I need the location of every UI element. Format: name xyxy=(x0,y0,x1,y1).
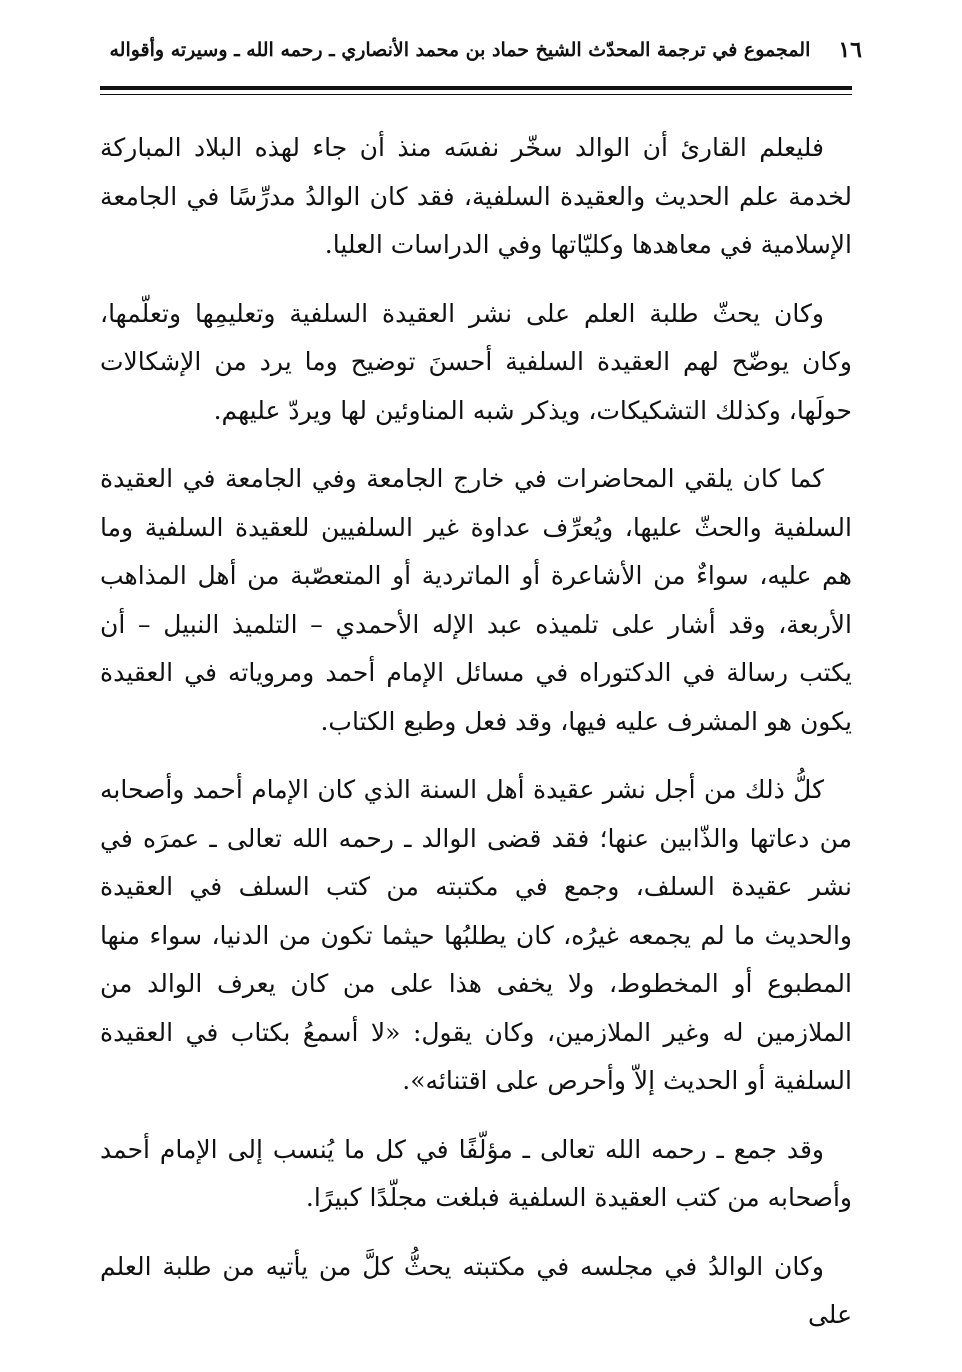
running-header xyxy=(109,30,862,70)
paragraph: وقد جمع ـ رحمه الله تعالى ـ مؤلّفًا في كل ما يُنسب إلى الإمام أحمد وأصحابه من كتب العقيدة السلفية فبلغت مجلّدًا كبيرًا. xyxy=(100,1134,852,1212)
header-rule-thick xyxy=(100,86,852,90)
body-text xyxy=(100,124,852,1360)
page-number: ١٦ xyxy=(838,37,862,63)
paragraph: كلُّ ذلك من أجل نشر عقيدة أهل السنة الذي كان الإمام أحمد وأصحابه من دعاتها والذّابين عنها؛ فقد قضى الوالد ـ رحمه الله تعالى ـ عمرَه في نشر عقيدة السلف، وجمع في مكتبته من كتب السلف في العقيدة والحديث ما لم يجمعه غيرُه، كان يطلبُها حيثما تكون من الدنيا، سواء منها المطبوع أو المخطوط، ولا يخفى هذا على من كان يعرف الوالد من الملازمين له وغير الملازمين، وكان يقول: «لا أسمعُ بكتاب في العقيدة السلفية أو الحديث إلاّ وأحرص على اقتنائه». xyxy=(100,775,853,1095)
running-title: المجموع في ترجمة المحدّث الشيخ حماد بن محمد الأنصاري ـ رحمه الله ـ وسيرته وأقواله xyxy=(109,39,811,61)
paragraph: كما كان يلقي المحاضرات في خارج الجامعة وفي الجامعة في العقيدة السلفية والحثّ عليها، ويُعرِّف عداوة غير السلفيين للعقيدة السلفية وما هم عليه، سواءٌ من الأشاعرة أو الماتردية أو المتعصّبة من أهل المذاهب الأربعة، وقد أشار على تلميذه عبد الإله الأحمدي – التلميذ النبيل – أن يكتب رسالة في الدكتوراه في مسائل الإمام أحمد ومروياته في العقيدة يكون هو المشرف عليه فيها، وقد فعل وطبع الكتاب. xyxy=(100,464,852,736)
paragraph: وكان يحثّ طلبة العلم على نشر العقيدة السلفية وتعليمِها وتعلّمها، وكان يوضّح لهم العقيدة السلفية أحسنَ توضيح وما يرد من الإشكالات حولَها، وكذلك التشكيكات، ويذكر شبه المناوئين لها ويردّ عليهم. xyxy=(100,298,852,425)
header-rule-thin xyxy=(100,94,852,95)
paragraph: وكان الوالدُ في مجلسه في مكتبته يحثُّ كلَّ من يأتيه من طلبة العلم على xyxy=(100,1251,852,1329)
paragraph: فليعلم القارئ أن الوالد سخّر نفسَه منذ أن جاء لهذه البلاد المباركة لخدمة علم الحديث والعقيدة السلفية، فقد كان الوالدُ مدرِّسًا في الجامعة الإسلامية في معاهدها وكليّاتها وفي الدراسات العليا. xyxy=(100,133,852,259)
